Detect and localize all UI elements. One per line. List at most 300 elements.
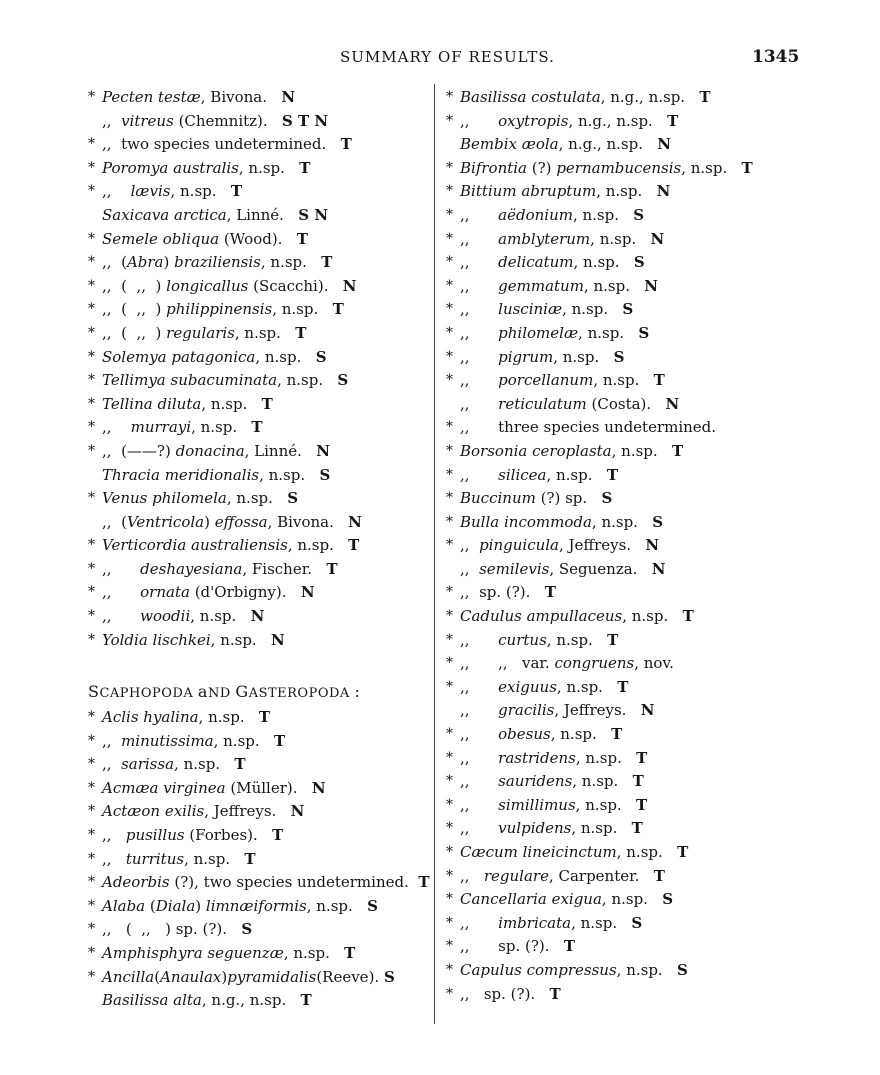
species-entry xyxy=(88,989,434,1013)
species-entry xyxy=(88,110,434,134)
entry-text: , n.sp. xyxy=(277,371,338,390)
species-text xyxy=(460,983,561,1007)
locality-code: T xyxy=(636,795,648,814)
asterisk-marker: * xyxy=(446,938,453,955)
asterisk-marker: * xyxy=(446,466,453,483)
entry-text: , n.sp. xyxy=(611,441,672,460)
locality-code: T xyxy=(741,158,753,177)
species-entry xyxy=(88,730,434,754)
species-text xyxy=(102,322,306,346)
asterisk-marker: * xyxy=(88,709,95,725)
entry-text: ,, xyxy=(102,849,126,868)
locality-code: T xyxy=(230,182,242,201)
entry-text: , n.sp. xyxy=(681,158,742,177)
taxon-name: Buccinum xyxy=(460,489,536,508)
species-text xyxy=(460,487,612,511)
species-text xyxy=(460,86,711,110)
entry-text: ,, ,, var. xyxy=(460,654,555,673)
entry-text: (Chemnitz). xyxy=(173,111,282,130)
taxon-name: regulare xyxy=(483,866,549,885)
taxon-name: lusciniæ xyxy=(498,300,563,319)
species-entry xyxy=(446,676,880,700)
taxon-name: Bifrontia xyxy=(460,158,528,177)
entry-text: (?) sp. xyxy=(535,489,602,508)
taxon-name: murrayi xyxy=(130,418,192,437)
species-text xyxy=(102,204,328,228)
entry-text: ,, xyxy=(460,323,499,342)
taxon-name: Pecten testæ xyxy=(102,88,201,106)
taxon-name: effossa xyxy=(214,512,268,531)
locality-code: S xyxy=(622,300,634,319)
entry-text: ) xyxy=(204,512,215,531)
asterisk-marker: * xyxy=(88,419,95,436)
asterisk-marker: * xyxy=(88,732,95,749)
taxon-name: Semele obliqua xyxy=(102,229,220,248)
species-entry xyxy=(446,817,880,841)
asterisk-marker: * xyxy=(446,961,453,978)
entry-text: , Linné. xyxy=(244,441,317,460)
taxon-name: Thracia meridionalis xyxy=(102,465,260,484)
entry-text: , n.sp. xyxy=(593,371,654,390)
entry-text: ,, ( ,, ) xyxy=(102,323,167,342)
asterisk-marker: * xyxy=(88,490,95,507)
locality-code: T xyxy=(272,825,284,844)
species-entry xyxy=(446,86,880,110)
asterisk-marker: * xyxy=(446,348,453,365)
asterisk-marker: * xyxy=(88,756,95,773)
species-text xyxy=(460,652,674,676)
species-entry xyxy=(446,393,880,417)
species-entry xyxy=(446,228,880,252)
entry-text: (?), two species undetermined. xyxy=(169,873,419,892)
species-entry xyxy=(446,747,880,771)
entry-text: , Jeffreys. xyxy=(554,701,641,720)
locality-code: S xyxy=(662,890,674,909)
species-entry xyxy=(88,511,434,535)
asterisk-marker: * xyxy=(446,726,453,743)
species-text xyxy=(460,605,694,629)
entry-text: , n.sp. xyxy=(575,748,637,767)
species-text xyxy=(102,848,256,872)
entry-text: ,, ( ,, ) xyxy=(102,276,167,295)
taxon-name: curtus xyxy=(498,630,547,649)
species-text xyxy=(102,558,338,582)
asterisk-marker: * xyxy=(88,136,95,153)
taxon-name: Basilissa costulata xyxy=(460,88,601,106)
species-entry xyxy=(446,841,880,865)
species-text xyxy=(460,959,688,983)
asterisk-marker: * xyxy=(446,112,453,129)
species-entry xyxy=(88,440,434,464)
taxon-name: pusillus xyxy=(125,825,185,844)
locality-code: T xyxy=(251,418,263,437)
entry-text: , n.g., n.sp. xyxy=(201,991,301,1010)
entry-text: , n.sp. xyxy=(213,731,274,750)
entry-text: ,, sp. (?). xyxy=(460,984,550,1003)
taxon-name: ornata xyxy=(140,583,190,602)
asterisk-marker: * xyxy=(88,301,95,318)
taxon-name: Bittium abruptum xyxy=(460,182,597,201)
species-text xyxy=(460,888,673,912)
entry-text: ,, xyxy=(460,559,480,578)
species-text xyxy=(102,824,283,848)
entry-text: , n.sp. xyxy=(283,943,345,962)
species-entry xyxy=(88,534,434,558)
taxon-name: Saxicava arctica xyxy=(102,205,227,224)
entry-text: , n.sp. xyxy=(255,347,316,366)
taxon-name: philippinensis xyxy=(166,300,273,319)
asterisk-marker: * xyxy=(446,773,453,790)
entry-text: ,, xyxy=(460,394,499,413)
species-entry xyxy=(446,440,880,464)
species-text xyxy=(102,110,328,134)
entry-text: , n.sp. xyxy=(191,418,252,437)
entry-text: , n.sp. xyxy=(546,465,607,484)
species-text xyxy=(460,157,753,181)
entry-text: , n.sp. xyxy=(616,960,678,979)
entry-text: , n.g., n.sp. xyxy=(600,88,700,106)
locality-code: T xyxy=(299,158,311,177)
locality-code: T xyxy=(348,536,360,555)
entry-text: ,, xyxy=(102,182,131,201)
taxon-name: rastridens xyxy=(498,748,576,767)
species-entry xyxy=(88,298,434,322)
species-entry xyxy=(446,369,880,393)
species-text xyxy=(102,871,430,895)
entry-text: , nov. xyxy=(634,654,674,673)
taxon-name: Diala xyxy=(155,896,196,915)
species-text xyxy=(102,298,344,322)
asterisk-marker: * xyxy=(88,395,95,412)
species-text xyxy=(460,369,665,393)
asterisk-marker: * xyxy=(88,159,95,176)
species-entry xyxy=(88,895,434,919)
species-text xyxy=(460,346,624,370)
entry-text: , n.sp. xyxy=(601,890,663,909)
taxon-name: amblyterum xyxy=(498,229,591,248)
entry-text: , n.sp. xyxy=(201,394,262,413)
taxon-name: reticulatum xyxy=(498,394,587,413)
species-entry xyxy=(88,228,434,252)
locality-code: S xyxy=(633,253,645,272)
taxon-name: Poromya australis xyxy=(102,158,239,177)
taxon-name: Yoldia lischkei xyxy=(102,630,211,649)
locality-code: T xyxy=(321,253,333,272)
species-entry xyxy=(88,918,434,942)
entry-text: , n.sp. xyxy=(572,772,633,791)
gastropod-list-continued xyxy=(446,86,880,1006)
entry-text: (d'Orbigny). xyxy=(189,583,301,602)
species-entry xyxy=(88,157,434,181)
asterisk-marker: * xyxy=(88,631,95,648)
taxon-name: pinguicula xyxy=(479,536,559,555)
asterisk-marker: * xyxy=(446,490,453,507)
taxon-name: Venus philomela xyxy=(102,489,227,508)
asterisk-marker: * xyxy=(446,324,453,341)
species-entry xyxy=(88,800,434,824)
entry-text: , n.sp. xyxy=(210,630,271,649)
species-entry xyxy=(446,275,880,299)
entry-text: ,, xyxy=(102,731,122,750)
species-entry xyxy=(446,605,880,629)
asterisk-marker: * xyxy=(88,537,95,554)
locality-code: S T N xyxy=(281,111,329,130)
locality-code: S xyxy=(383,967,395,986)
taxon-name: limnæiformis xyxy=(205,896,307,915)
asterisk-marker: * xyxy=(446,277,453,294)
species-entry xyxy=(446,322,880,346)
entry-text: , n.sp. xyxy=(553,347,614,366)
entry-text: ,, xyxy=(460,253,499,272)
entry-text: ,, xyxy=(460,866,484,885)
species-entry xyxy=(88,966,434,990)
entry-text: ,, xyxy=(460,465,499,484)
species-entry xyxy=(446,298,880,322)
entry-text: , n.sp. xyxy=(550,725,612,744)
entry-text: (Müller). xyxy=(225,778,312,797)
asterisk-marker: * xyxy=(88,826,95,843)
locality-code: T xyxy=(332,300,344,319)
entry-text: , Carpenter. xyxy=(548,866,654,885)
species-entry xyxy=(446,464,880,488)
locality-code: N xyxy=(281,88,296,106)
species-entry xyxy=(88,322,434,346)
asterisk-marker: * xyxy=(446,891,453,908)
locality-code: N xyxy=(657,135,672,154)
species-text xyxy=(102,605,264,629)
entry-text: , n.sp. xyxy=(578,323,639,342)
entry-text: , n.sp. xyxy=(260,253,322,272)
species-entry xyxy=(446,251,880,275)
species-text xyxy=(102,966,395,990)
entry-text: ,, xyxy=(460,795,499,814)
taxon-name: braziliensis xyxy=(174,253,261,272)
gastropod-list xyxy=(88,706,434,1013)
species-text xyxy=(460,275,658,299)
asterisk-marker: * xyxy=(446,159,453,176)
taxon-name: Adeorbis xyxy=(102,873,170,892)
species-entry xyxy=(446,959,880,983)
taxon-name: Amphisphyra seguenzæ xyxy=(102,943,284,962)
entry-text: , n.sp. xyxy=(198,708,259,726)
entry-text: , n.sp. xyxy=(616,843,678,861)
species-text xyxy=(460,393,679,417)
taxon-name: imbricata xyxy=(498,913,572,932)
taxon-name: Aclis hyalina xyxy=(102,708,199,726)
species-text xyxy=(460,912,642,936)
species-text xyxy=(102,416,263,440)
entry-text: ,, xyxy=(460,276,499,295)
locality-code: T xyxy=(300,991,312,1010)
entry-text: ,, ( xyxy=(102,512,127,531)
entry-text: ,, xyxy=(460,772,499,791)
locality-code: N xyxy=(342,276,357,295)
entry-text: , n.sp. xyxy=(573,253,634,272)
species-entry xyxy=(446,865,880,889)
locality-code: T xyxy=(296,229,308,248)
asterisk-marker: * xyxy=(88,779,95,796)
entry-text: ,, xyxy=(460,630,499,649)
locality-code: N xyxy=(316,441,330,460)
page-header xyxy=(0,48,880,72)
locality-code: T xyxy=(682,607,694,626)
species-entry xyxy=(88,777,434,801)
species-text xyxy=(460,180,670,204)
taxon-name: exiguus xyxy=(498,677,557,696)
entry-text: , n.sp. xyxy=(591,512,653,531)
asterisk-marker: * xyxy=(88,584,95,601)
entry-text: ,, (——?) xyxy=(102,441,176,460)
species-entry xyxy=(88,180,434,204)
asterisk-marker: * xyxy=(88,850,95,867)
species-entry xyxy=(88,824,434,848)
species-text xyxy=(102,706,270,730)
species-text xyxy=(460,228,664,252)
species-text xyxy=(460,676,628,700)
taxon-name: congruens xyxy=(554,654,635,673)
locality-code: N xyxy=(644,276,658,295)
entry-text: ,, xyxy=(460,371,499,390)
entry-text: , n.g., n.sp. xyxy=(568,111,668,130)
species-entry xyxy=(446,110,880,134)
taxon-name: delicatum xyxy=(498,253,574,272)
species-text xyxy=(460,841,688,865)
asterisk-marker: * xyxy=(88,230,95,247)
taxon-name: Bulla incommoda xyxy=(460,512,592,531)
asterisk-marker: * xyxy=(446,442,453,459)
locality-code: N xyxy=(656,182,671,201)
asterisk-marker: * xyxy=(446,608,453,625)
entry-text: ,, xyxy=(460,347,499,366)
locality-code: S xyxy=(315,347,327,366)
entry-text: , n.sp. xyxy=(575,795,636,814)
species-entry xyxy=(88,871,434,895)
species-text xyxy=(102,440,330,464)
species-entry xyxy=(446,534,880,558)
asterisk-marker: * xyxy=(446,89,453,105)
page-number: 1345 xyxy=(752,47,800,67)
species-text xyxy=(460,511,663,535)
locality-code: T xyxy=(636,748,648,767)
entry-text: ,, xyxy=(460,725,499,744)
species-text xyxy=(460,723,622,747)
species-text xyxy=(460,464,618,488)
entry-text: , n.sp. xyxy=(234,323,296,342)
asterisk-marker: * xyxy=(446,914,453,931)
locality-code: S xyxy=(633,205,645,224)
entry-text: , Jeffreys. xyxy=(559,536,646,555)
locality-code: T xyxy=(563,937,575,956)
asterisk-marker: * xyxy=(446,867,453,884)
species-text xyxy=(102,487,298,511)
entry-text: , n.sp. xyxy=(556,677,618,696)
entry-text: ,, xyxy=(460,300,499,319)
species-text xyxy=(102,157,310,181)
entry-text: , n.sp. xyxy=(190,607,251,626)
species-entry xyxy=(446,652,880,676)
species-text xyxy=(460,581,556,605)
asterisk-marker: * xyxy=(446,749,453,766)
entry-text: , n.sp. xyxy=(596,182,657,201)
species-entry xyxy=(88,848,434,872)
taxon-name: vitreus xyxy=(121,111,174,130)
species-entry xyxy=(88,369,434,393)
species-entry xyxy=(88,346,434,370)
asterisk-marker: * xyxy=(88,372,95,389)
species-text xyxy=(102,918,252,942)
entry-text: ,, xyxy=(460,701,499,720)
taxon-name: simillimus xyxy=(498,795,576,814)
asterisk-marker: * xyxy=(446,254,453,271)
taxon-name: Abra xyxy=(126,253,164,272)
species-entry xyxy=(88,605,434,629)
taxon-name: Ventricola xyxy=(126,512,205,531)
species-entry xyxy=(446,416,880,440)
species-entry xyxy=(446,912,880,936)
entry-text: ) xyxy=(195,896,206,915)
species-text xyxy=(460,534,659,558)
species-text xyxy=(102,86,295,110)
taxon-name: Actæon exilis xyxy=(102,802,205,821)
taxon-name: gemmatum xyxy=(498,276,584,295)
species-text xyxy=(102,800,304,824)
locality-code: S xyxy=(319,465,331,484)
asterisk-marker: * xyxy=(446,301,453,318)
species-entry xyxy=(88,251,434,275)
locality-code: S xyxy=(337,371,349,390)
taxon-name: silicea xyxy=(498,465,547,484)
species-entry xyxy=(446,699,880,723)
species-text xyxy=(102,369,348,393)
species-text xyxy=(460,770,644,794)
species-entry xyxy=(88,753,434,777)
asterisk-marker: * xyxy=(446,796,453,813)
species-entry xyxy=(446,180,880,204)
asterisk-marker: * xyxy=(88,803,95,820)
asterisk-marker: * xyxy=(446,372,453,389)
asterisk-marker: * xyxy=(88,968,95,985)
entry-text: ,, sp. (?). xyxy=(460,937,564,956)
entry-text: , n.sp. xyxy=(238,158,300,177)
species-text xyxy=(460,322,649,346)
entry-text: (?) xyxy=(527,158,557,177)
locality-code: T xyxy=(611,725,623,744)
taxon-name: pyramidalis xyxy=(227,967,317,986)
locality-code: N xyxy=(311,778,326,797)
column-divider xyxy=(434,84,435,1024)
locality-code: T xyxy=(326,559,338,578)
species-entry xyxy=(446,935,880,959)
species-text xyxy=(102,777,326,801)
species-entry xyxy=(88,133,434,157)
asterisk-marker: * xyxy=(88,89,95,105)
taxon-name: turritus xyxy=(125,849,185,868)
species-entry xyxy=(88,416,434,440)
entry-text: ,, xyxy=(102,583,141,602)
entry-text: ( xyxy=(154,967,161,986)
locality-code: T xyxy=(273,731,286,750)
species-text xyxy=(102,989,312,1013)
species-text xyxy=(102,730,285,754)
taxon-name: obesus xyxy=(498,725,551,744)
species-entry xyxy=(88,393,434,417)
taxon-name: sauridens xyxy=(498,772,573,791)
locality-code: N xyxy=(348,512,362,531)
entry-text: ,, xyxy=(102,755,122,774)
species-entry xyxy=(88,464,434,488)
locality-code: T xyxy=(244,849,256,868)
locality-code: T xyxy=(258,708,271,726)
